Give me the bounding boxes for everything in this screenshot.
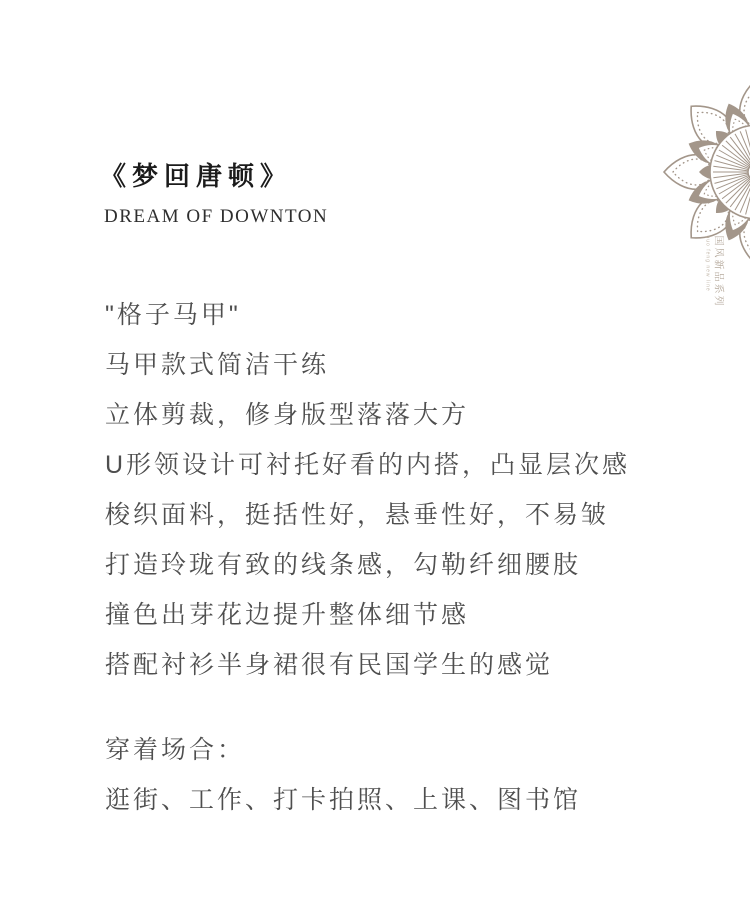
occasion-block (105, 725, 705, 825)
description-line: 撞色出芽花边提升整体细节感 (105, 601, 470, 629)
description-text-block (105, 290, 705, 690)
series-caption (704, 235, 728, 308)
description-line: 搭配衬衫半身裙很有民国学生的感觉 (105, 651, 554, 679)
description-line: U形领设计可衬托好看的内搭，凸显层次感 (105, 451, 631, 479)
mandala-flower-svg (657, 72, 750, 272)
occasion-heading: 穿着场合： (105, 736, 246, 764)
series-caption-en: guo feng new line (704, 235, 711, 292)
description-line: 打造玲珑有致的线条感，勾勒纤细腰肢 (105, 551, 582, 579)
description-line: 立体剪裁，修身版型落落大方 (105, 401, 470, 429)
page-subtitle: DREAM OF DOWNTON (104, 206, 329, 227)
series-caption-cn: 国风新品系列 (712, 235, 724, 308)
description-line: "格子马甲" (105, 301, 241, 329)
mandala-flower-icon (657, 72, 750, 272)
page-title: 《梦回唐顿》 (100, 162, 293, 191)
description-line: 马甲款式简洁干练 (105, 351, 330, 379)
occasion-items: 逛街、工作、打卡拍照、上课、图书馆 (105, 786, 582, 814)
description-line: 梭织面料，挺括性好，悬垂性好，不易皱 (105, 501, 610, 529)
